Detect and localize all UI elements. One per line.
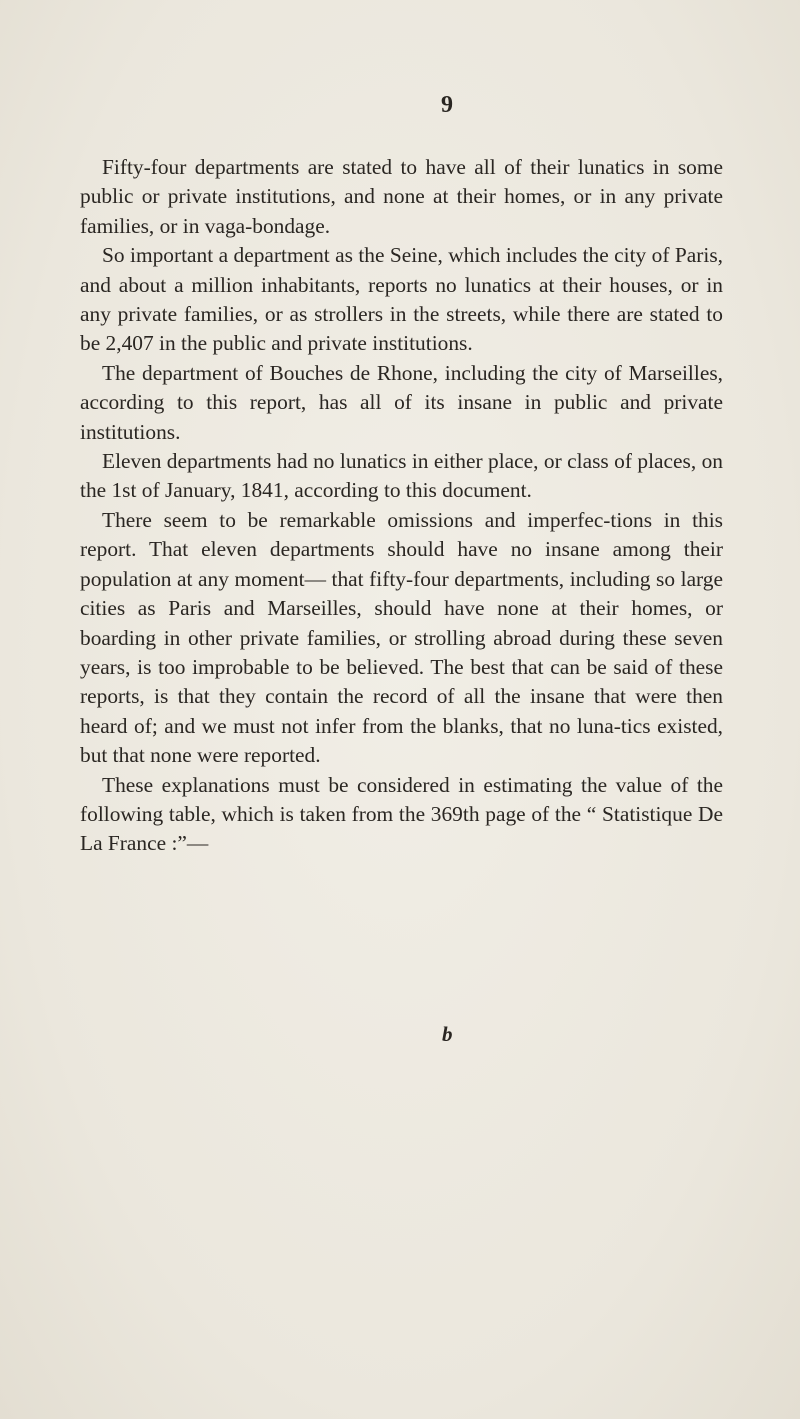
paragraph-2: So important a department as the Seine, which includes the city of Paris, and about a million inhabitants, reports no lunatics at their houses, or in any private families, or as strollers in the streets, while there are stated to be 2,407 in the public and private institutions. bbox=[80, 243, 723, 356]
paragraph-6: These explanations must be considered in estimating the value of the following table, which is taken from the 369th page of the “ Statistique De La France :”— bbox=[80, 772, 723, 856]
body-text bbox=[80, 153, 723, 859]
paragraph-4: Eleven departments had no lunatics in either place, or class of places, on the 1st of January, 1841, according to this document. bbox=[80, 449, 723, 503]
paragraph-1: Fifty-four departments are stated to have all of their lunatics in some public or private institutions, and none at their homes, or in any private families, or in vaga-bondage. bbox=[80, 155, 723, 238]
page-number: 9 bbox=[441, 92, 453, 118]
paragraph-3: The department of Bouches de Rhone, including the city of Marseilles, according to this report, has all of its insane in public and private institutions. bbox=[80, 360, 723, 444]
signature-mark: b bbox=[442, 1022, 453, 1046]
paragraph-5: There seem to be remarkable omissions and imperfec-tions in this report. That eleven departments should have no insane among their population at any moment— that fifty-four departments, including so large cities as Paris and Marseilles, should have none at their homes, or boarding in other private families, or strolling abroad during these seven years, is too improbable to be believed. The best that can be said of these reports, is that they contain the record of all the insane that were then heard of; and we must not infer from the blanks, that no luna-tics existed, but that none were reported. bbox=[80, 507, 723, 768]
